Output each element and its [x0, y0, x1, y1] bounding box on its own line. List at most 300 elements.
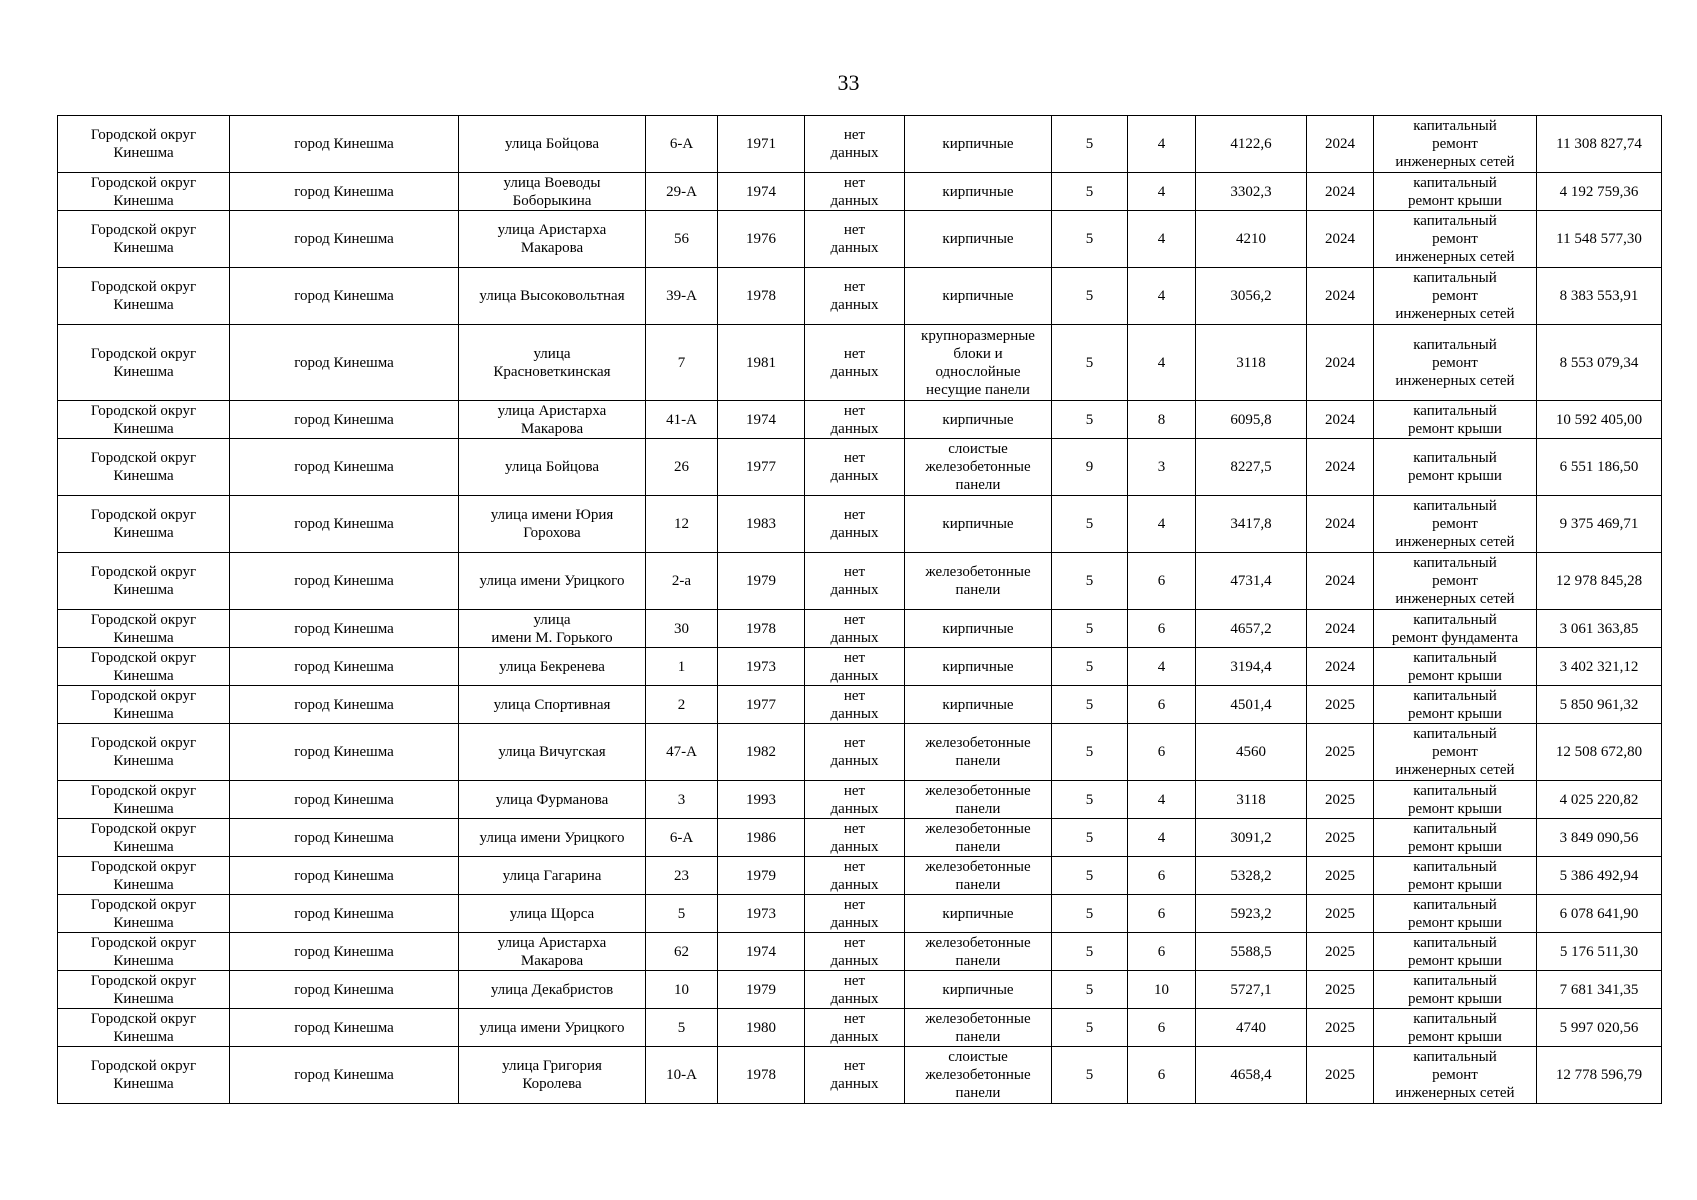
cell-district: [58, 933, 230, 971]
cell-status-line: данных: [830, 240, 879, 256]
cell-street-line: Горохова: [523, 525, 581, 541]
cell-floors: 5: [1052, 1009, 1128, 1047]
cell-street-line: улица Вичугская: [498, 744, 606, 760]
cell-entrances: 8: [1128, 401, 1196, 439]
cell-status: [805, 1009, 905, 1047]
cell-street-line: улица имени Урицкого: [479, 573, 625, 589]
cell-area: 4740: [1196, 1009, 1307, 1047]
cell-status: [805, 857, 905, 895]
cell-status-line: данных: [830, 363, 879, 380]
cell-cost: 5 386 492,94: [1537, 857, 1662, 895]
cell-construction-year: 1983: [718, 496, 805, 553]
cell-plan-year: 2025: [1307, 724, 1374, 781]
cell-floors: 5: [1052, 268, 1128, 325]
cell-city: город Кинешма: [230, 686, 459, 724]
table-row: [58, 268, 1662, 325]
cell-wall-material: [905, 686, 1052, 724]
cell-cost: 5 997 020,56: [1537, 1009, 1662, 1047]
table-row: [58, 686, 1662, 724]
cell-district-line: Городской округ: [90, 649, 197, 666]
cell-district-line: Кинешма: [113, 800, 174, 817]
cell-street: [459, 173, 646, 211]
cell-work-type-line: ремонт крыши: [1408, 667, 1502, 684]
cell-city: город Кинешма: [230, 648, 459, 686]
cell-work-type: [1374, 496, 1537, 553]
cell-construction-year: 1974: [718, 173, 805, 211]
table-row: [58, 401, 1662, 439]
cell-street: [459, 895, 646, 933]
cell-street-line: улица Аристарха: [497, 934, 607, 951]
cell-work-type-line: капитальный: [1413, 1049, 1497, 1065]
cell-entrances: 4: [1128, 211, 1196, 268]
cell-status: [805, 610, 905, 648]
cell-area: 4657,2: [1196, 610, 1307, 648]
cell-cost: 12 978 845,28: [1537, 553, 1662, 610]
cell-wall-material-line: блоки и: [953, 345, 1003, 362]
cell-district: [58, 401, 230, 439]
table-row: [58, 173, 1662, 211]
cell-district-line: Кинешма: [113, 990, 174, 1007]
cell-city: город Кинешма: [230, 496, 459, 553]
cell-work-type-line: ремонт крыши: [1408, 876, 1502, 893]
cell-wall-material: [905, 610, 1052, 648]
cell-cost: 11 308 827,74: [1537, 116, 1662, 173]
cell-house-number: 1: [646, 648, 718, 686]
cell-work-type-line: ремонт крыши: [1408, 990, 1502, 1007]
cell-status: [805, 439, 905, 496]
cell-status: [805, 496, 905, 553]
cell-district-line: Городской округ: [90, 1010, 197, 1027]
cell-plan-year: 2024: [1307, 553, 1374, 610]
cell-work-type: [1374, 819, 1537, 857]
cell-status-line: нет: [843, 611, 866, 628]
cell-status-line: данных: [830, 800, 879, 817]
cell-street-line: улица Бойцова: [505, 459, 599, 475]
cell-status: [805, 116, 905, 173]
cell-district-line: Кинешма: [113, 297, 174, 313]
cell-entrances: 4: [1128, 325, 1196, 401]
cell-wall-material-line: панели: [955, 582, 1001, 598]
cell-house-number: 5: [646, 1009, 718, 1047]
cell-work-type-line: капитальный: [1413, 555, 1497, 571]
housing-registry-table: [57, 115, 1662, 1104]
cell-status: [805, 325, 905, 401]
cell-street: [459, 211, 646, 268]
cell-street-line: Королева: [522, 1076, 582, 1092]
cell-work-type-line: ремонт: [1432, 354, 1478, 371]
cell-wall-material-line: панели: [955, 838, 1001, 855]
cell-district: [58, 724, 230, 781]
cell-status-line: данных: [830, 192, 879, 209]
cell-street: [459, 819, 646, 857]
cell-work-type-line: капитальный: [1413, 498, 1497, 514]
cell-floors: 5: [1052, 610, 1128, 648]
cell-floors: 9: [1052, 439, 1128, 496]
cell-wall-material-line: железобетонные: [925, 564, 1031, 580]
cell-work-type-line: капитальный: [1413, 213, 1497, 229]
cell-wall-material-line: слоистые: [948, 441, 1008, 457]
cell-wall-material-line: кирпичные: [942, 183, 1014, 200]
cell-wall-material: [905, 211, 1052, 268]
cell-work-type: [1374, 933, 1537, 971]
cell-work-type-line: капитальный: [1413, 934, 1497, 951]
cell-wall-material: [905, 401, 1052, 439]
cell-work-type-line: капитальный: [1413, 687, 1497, 704]
cell-city: город Кинешма: [230, 268, 459, 325]
cell-street: [459, 496, 646, 553]
cell-entrances: 6: [1128, 686, 1196, 724]
cell-status-line: нет: [843, 735, 866, 751]
cell-construction-year: 1978: [718, 268, 805, 325]
cell-work-type-line: ремонт фундамента: [1391, 629, 1519, 646]
cell-house-number: 62: [646, 933, 718, 971]
cell-status-line: нет: [843, 222, 866, 238]
cell-street-line: Боборыкина: [512, 192, 592, 209]
cell-district-line: Городской округ: [90, 820, 197, 837]
cell-district: [58, 971, 230, 1009]
cell-status-line: данных: [830, 667, 879, 684]
cell-construction-year: 1973: [718, 895, 805, 933]
cell-house-number: 6-А: [646, 819, 718, 857]
cell-work-type-line: инженерных сетей: [1395, 534, 1515, 550]
cell-work-type-line: ремонт: [1432, 516, 1478, 532]
cell-house-number: 6-А: [646, 116, 718, 173]
cell-district-line: Кинешма: [113, 525, 174, 541]
table-row: [58, 895, 1662, 933]
cell-work-type-line: капитальный: [1413, 972, 1497, 989]
cell-wall-material-line: панели: [955, 800, 1001, 817]
cell-wall-material: [905, 1047, 1052, 1104]
cell-status-line: данных: [830, 753, 879, 769]
cell-district-line: Городской округ: [90, 507, 197, 523]
cell-city: город Кинешма: [230, 173, 459, 211]
cell-wall-material: [905, 857, 1052, 895]
cell-construction-year: 1986: [718, 819, 805, 857]
cell-work-type-line: инженерных сетей: [1395, 306, 1515, 322]
cell-plan-year: 2025: [1307, 819, 1374, 857]
cell-construction-year: 1977: [718, 439, 805, 496]
cell-wall-material-line: панели: [955, 477, 1001, 493]
cell-street-line: улица: [533, 345, 571, 362]
cell-district: [58, 325, 230, 401]
cell-status-line: данных: [830, 420, 879, 437]
cell-status-line: нет: [843, 782, 866, 799]
cell-street: [459, 325, 646, 401]
cell-district-line: Кинешма: [113, 1076, 174, 1092]
cell-wall-material-line: железобетонные: [925, 820, 1031, 837]
cell-district: [58, 781, 230, 819]
cell-district: [58, 496, 230, 553]
cell-status-line: данных: [830, 876, 879, 893]
cell-entrances: 6: [1128, 933, 1196, 971]
cell-work-type-line: капитальный: [1413, 336, 1497, 353]
cell-city: город Кинешма: [230, 857, 459, 895]
cell-work-type-line: ремонт крыши: [1408, 800, 1502, 817]
table-row: [58, 116, 1662, 173]
table-row: [58, 211, 1662, 268]
cell-work-type-line: инженерных сетей: [1395, 762, 1515, 778]
cell-wall-material-line: кирпичные: [942, 516, 1014, 532]
cell-status-line: нет: [843, 450, 866, 466]
cell-plan-year: 2024: [1307, 116, 1374, 173]
cell-city: город Кинешма: [230, 724, 459, 781]
cell-work-type-line: капитальный: [1413, 858, 1497, 875]
cell-street-line: улица Аристарха: [497, 222, 607, 238]
cell-work-type-line: ремонт крыши: [1408, 705, 1502, 722]
cell-work-type-line: капитальный: [1413, 270, 1497, 286]
cell-status-line: нет: [843, 972, 866, 989]
cell-work-type: [1374, 116, 1537, 173]
cell-work-type-line: ремонт крыши: [1408, 914, 1502, 931]
cell-wall-material-line: железобетонные: [925, 1067, 1031, 1083]
cell-house-number: 23: [646, 857, 718, 895]
cell-entrances: 6: [1128, 724, 1196, 781]
cell-district: [58, 439, 230, 496]
cell-street: [459, 1009, 646, 1047]
cell-street-line: улица имени Урицкого: [479, 829, 625, 846]
cell-work-type: [1374, 781, 1537, 819]
cell-house-number: 12: [646, 496, 718, 553]
cell-work-type: [1374, 686, 1537, 724]
cell-street-line: улица Декабристов: [490, 981, 614, 998]
cell-wall-material-line: железобетонные: [925, 782, 1031, 799]
cell-entrances: 6: [1128, 895, 1196, 933]
cell-status: [805, 933, 905, 971]
cell-status: [805, 173, 905, 211]
cell-cost: 11 548 577,30: [1537, 211, 1662, 268]
cell-wall-material: [905, 325, 1052, 401]
cell-street: [459, 116, 646, 173]
cell-status-line: данных: [830, 145, 879, 161]
cell-status: [805, 268, 905, 325]
cell-entrances: 10: [1128, 971, 1196, 1009]
cell-cost: 12 778 596,79: [1537, 1047, 1662, 1104]
cell-work-type-line: инженерных сетей: [1395, 1085, 1515, 1101]
table-row: [58, 439, 1662, 496]
cell-work-type-line: капитальный: [1413, 726, 1497, 742]
cell-construction-year: 1978: [718, 1047, 805, 1104]
cell-wall-material-line: кирпичные: [942, 411, 1014, 428]
cell-street-line: улица Высоковольтная: [479, 288, 625, 304]
cell-construction-year: 1976: [718, 211, 805, 268]
cell-status: [805, 895, 905, 933]
table-row: [58, 325, 1662, 401]
cell-street: [459, 1047, 646, 1104]
cell-floors: 5: [1052, 553, 1128, 610]
cell-city: город Кинешма: [230, 1009, 459, 1047]
table-row: [58, 496, 1662, 553]
cell-status: [805, 648, 905, 686]
cell-street-line: улица Бойцова: [505, 136, 599, 152]
cell-wall-material-line: железобетонные: [925, 459, 1031, 475]
cell-status-line: данных: [830, 582, 879, 598]
cell-house-number: 5: [646, 895, 718, 933]
cell-plan-year: 2024: [1307, 268, 1374, 325]
cell-entrances: 4: [1128, 173, 1196, 211]
cell-district-line: Городской округ: [90, 972, 197, 989]
cell-floors: 5: [1052, 173, 1128, 211]
cell-district-line: Кинешма: [113, 145, 174, 161]
cell-area: 3118: [1196, 781, 1307, 819]
cell-plan-year: 2025: [1307, 971, 1374, 1009]
cell-district: [58, 1047, 230, 1104]
cell-entrances: 4: [1128, 496, 1196, 553]
cell-floors: 5: [1052, 724, 1128, 781]
cell-construction-year: 1973: [718, 648, 805, 686]
cell-work-type: [1374, 553, 1537, 610]
cell-area: 4658,4: [1196, 1047, 1307, 1104]
cell-work-type-line: капитальный: [1413, 402, 1497, 419]
cell-plan-year: 2024: [1307, 439, 1374, 496]
cell-status-line: данных: [830, 838, 879, 855]
cell-status-line: нет: [843, 934, 866, 951]
cell-status-line: нет: [843, 564, 866, 580]
cell-work-type-line: капитальный: [1413, 1010, 1497, 1027]
cell-district-line: Кинешма: [113, 420, 174, 437]
cell-area: 3194,4: [1196, 648, 1307, 686]
cell-cost: 7 681 341,35: [1537, 971, 1662, 1009]
cell-district: [58, 857, 230, 895]
cell-wall-material: [905, 268, 1052, 325]
cell-district-line: Кинешма: [113, 838, 174, 855]
cell-construction-year: 1974: [718, 401, 805, 439]
cell-plan-year: 2024: [1307, 325, 1374, 401]
cell-entrances: 3: [1128, 439, 1196, 496]
cell-floors: 5: [1052, 496, 1128, 553]
cell-floors: 5: [1052, 325, 1128, 401]
cell-district: [58, 268, 230, 325]
cell-work-type-line: ремонт крыши: [1408, 838, 1502, 855]
cell-cost: 4 025 220,82: [1537, 781, 1662, 819]
cell-area: 3056,2: [1196, 268, 1307, 325]
cell-district-line: Городской округ: [90, 687, 197, 704]
cell-street: [459, 724, 646, 781]
cell-street-line: улица Григория: [502, 1058, 602, 1074]
cell-wall-material-line: кирпичные: [942, 136, 1014, 152]
cell-entrances: 6: [1128, 553, 1196, 610]
table-row: [58, 610, 1662, 648]
cell-district-line: Городской округ: [90, 450, 197, 466]
cell-cost: 6 551 186,50: [1537, 439, 1662, 496]
cell-area: 5588,5: [1196, 933, 1307, 971]
cell-district: [58, 686, 230, 724]
cell-status: [805, 971, 905, 1009]
cell-wall-material-line: кирпичные: [942, 620, 1014, 637]
cell-street-line: улица Гагарина: [502, 867, 602, 884]
cell-wall-material-line: панели: [955, 876, 1001, 893]
cell-area: 3417,8: [1196, 496, 1307, 553]
cell-wall-material-line: кирпичные: [942, 288, 1014, 304]
cell-wall-material: [905, 1009, 1052, 1047]
cell-cost: 5 176 511,30: [1537, 933, 1662, 971]
cell-district: [58, 211, 230, 268]
cell-house-number: 2: [646, 686, 718, 724]
cell-wall-material-line: панели: [955, 1085, 1001, 1101]
cell-district: [58, 1009, 230, 1047]
cell-district-line: Кинешма: [113, 240, 174, 256]
cell-area: 3118: [1196, 325, 1307, 401]
cell-house-number: 47-А: [646, 724, 718, 781]
cell-work-type-line: ремонт крыши: [1408, 468, 1502, 484]
cell-plan-year: 2025: [1307, 857, 1374, 895]
cell-cost: 3 849 090,56: [1537, 819, 1662, 857]
cell-area: 5923,2: [1196, 895, 1307, 933]
table-row: [58, 857, 1662, 895]
cell-floors: 5: [1052, 971, 1128, 1009]
cell-area: 4122,6: [1196, 116, 1307, 173]
cell-wall-material: [905, 116, 1052, 173]
cell-plan-year: 2025: [1307, 781, 1374, 819]
cell-work-type-line: ремонт крыши: [1408, 952, 1502, 969]
cell-street-line: Макарова: [520, 952, 584, 969]
table-row: [58, 1009, 1662, 1047]
cell-work-type: [1374, 610, 1537, 648]
cell-status-line: нет: [843, 896, 866, 913]
cell-work-type: [1374, 268, 1537, 325]
cell-floors: 5: [1052, 116, 1128, 173]
cell-wall-material: [905, 781, 1052, 819]
cell-floors: 5: [1052, 686, 1128, 724]
table-body: [58, 116, 1662, 1104]
cell-floors: 5: [1052, 648, 1128, 686]
cell-wall-material-line: панели: [955, 753, 1001, 769]
cell-work-type: [1374, 724, 1537, 781]
cell-floors: 5: [1052, 933, 1128, 971]
cell-wall-material-line: железобетонные: [925, 735, 1031, 751]
cell-work-type: [1374, 1047, 1537, 1104]
cell-work-type-line: инженерных сетей: [1395, 372, 1515, 389]
cell-floors: 5: [1052, 1047, 1128, 1104]
cell-wall-material-line: слоистые: [948, 1049, 1008, 1065]
cell-status: [805, 401, 905, 439]
cell-work-type-line: ремонт: [1432, 231, 1478, 247]
cell-city: город Кинешма: [230, 211, 459, 268]
cell-status: [805, 553, 905, 610]
cell-status-line: нет: [843, 127, 866, 143]
cell-district-line: Кинешма: [113, 468, 174, 484]
page-number: 33: [837, 70, 860, 95]
cell-status: [805, 724, 905, 781]
cell-work-type-line: ремонт крыши: [1408, 420, 1502, 437]
cell-status-line: данных: [830, 914, 879, 931]
table-row: [58, 781, 1662, 819]
cell-district: [58, 610, 230, 648]
cell-street-line: улица имени Юрия: [490, 507, 614, 523]
cell-house-number: 10: [646, 971, 718, 1009]
cell-work-type-line: капитальный: [1413, 649, 1497, 666]
cell-status-line: нет: [843, 345, 866, 362]
table-row: [58, 819, 1662, 857]
cell-district-line: Городской округ: [90, 782, 197, 799]
cell-status-line: данных: [830, 629, 879, 646]
cell-wall-material-line: однослойные: [935, 363, 1021, 380]
cell-status-line: нет: [843, 402, 866, 419]
cell-cost: 3 061 363,85: [1537, 610, 1662, 648]
cell-status-line: нет: [843, 1058, 866, 1074]
table-row: [58, 1047, 1662, 1104]
cell-district-line: Кинешма: [113, 952, 174, 969]
cell-plan-year: 2024: [1307, 496, 1374, 553]
cell-district-line: Городской округ: [90, 564, 197, 580]
cell-plan-year: 2025: [1307, 933, 1374, 971]
cell-street: [459, 553, 646, 610]
cell-district-line: Кинешма: [113, 192, 174, 209]
cell-status-line: данных: [830, 1076, 879, 1092]
cell-floors: 5: [1052, 819, 1128, 857]
cell-construction-year: 1977: [718, 686, 805, 724]
cell-status-line: данных: [830, 1028, 879, 1045]
cell-wall-material: [905, 496, 1052, 553]
